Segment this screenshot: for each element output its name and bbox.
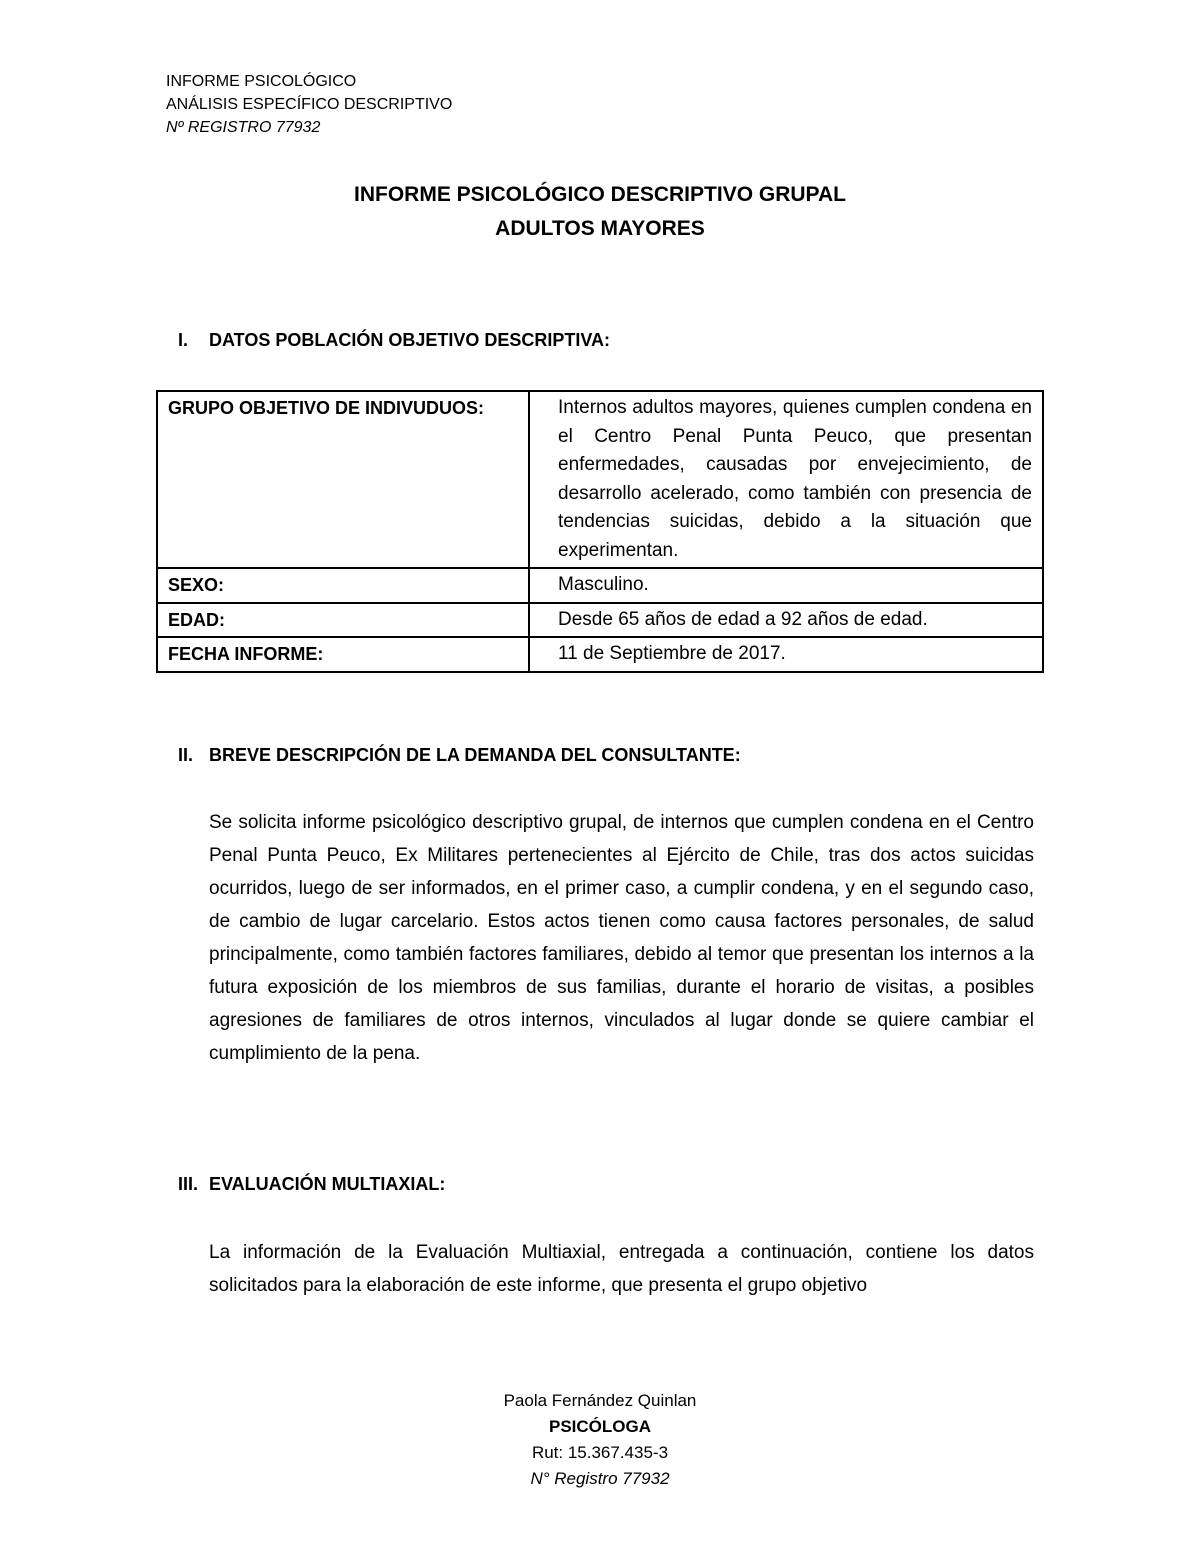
title-line-2: ADULTOS MAYORES [495, 217, 705, 240]
row-label: EDAD: [157, 603, 529, 638]
header-registro: Nº REGISTRO 77932 [166, 119, 321, 136]
table-row [157, 637, 1043, 672]
document-title [0, 178, 1200, 246]
table-row [157, 391, 1043, 568]
table-row [157, 603, 1043, 638]
title-line-1: INFORME PSICOLÓGICO DESCRIPTIVO GRUPAL [354, 183, 846, 206]
signer-rut: Rut: 15.367.435-3 [531, 1443, 669, 1462]
population-data-table [156, 390, 1044, 673]
row-value: Internos adultos mayores, quienes cumplen condena en el Centro Penal Punta Peuco, que presentan enfermedades, causadas por envejecimiento, de desarrollo acelerado, como también con presencia de tendencias suicidas, debido a la situación que experimentan. [529, 391, 1043, 568]
section-3-title: EVALUACIÓN MULTIAXIAL: [209, 1174, 446, 1194]
row-value: Desde 65 años de edad a 92 años de edad. [529, 603, 1043, 638]
signer-name: Paola Fernández Quinlan [503, 1391, 697, 1410]
row-label: GRUPO OBJETIVO DE INDIVUDUOS: [157, 391, 529, 568]
row-label: FECHA INFORME: [157, 637, 529, 672]
signature-footer [0, 1388, 1200, 1492]
table-row [157, 568, 1043, 603]
section-2-body: Se solicita informe psicológico descriptivo grupal, de internos que cumplen condena en el Centro Penal Punta Peuco, Ex Militares pertenecientes al Ejército de Chile, tras dos actos suicidas ocurridos, luego de ser informados, en el primer caso, a cumplir condena, y en el segundo caso, de cambio de lugar carcelario. Estos actos tienen como causa factores personales, de salud principalmente, como también factores familiares, debido al temor que presentan los internos a la futura exposición de los miembros de sus familias, durante el horario de visitas, a posibles agresiones de familiares de otros internos, vinculados al lugar donde se quiere cambiar el cumplimiento de la pena. [209, 812, 1034, 1064]
signer-role: PSICÓLOGA [548, 1417, 651, 1436]
row-value: 11 de Septiembre de 2017. [529, 637, 1043, 672]
row-label: SEXO: [157, 568, 529, 603]
section-1-heading [178, 330, 610, 351]
header-line-1: INFORME PSICOLÓGICO [166, 73, 357, 90]
section-1-title: DATOS POBLACIÓN OBJETIVO DESCRIPTIVA: [209, 330, 611, 350]
document-header [166, 70, 452, 139]
section-2-heading [178, 745, 741, 766]
section-2-title: BREVE DESCRIPCIÓN DE LA DEMANDA DEL CONSULTANTE: [209, 745, 741, 765]
signer-registro: N° Registro 77932 [530, 1469, 670, 1488]
section-3-heading [178, 1174, 445, 1195]
row-value: Masculino. [529, 568, 1043, 603]
header-line-2: ANÁLISIS ESPECÍFICO DESCRIPTIVO [166, 96, 453, 113]
section-3-body: La información de la Evaluación Multiaxial, entregada a continuación, contiene los datos solicitados para la elaboración de este informe, que presenta el grupo objetivo [209, 1242, 1034, 1296]
section-2-number: II. [178, 745, 194, 765]
section-1-number: I. [178, 330, 189, 350]
section-3-number: III. [178, 1174, 199, 1194]
